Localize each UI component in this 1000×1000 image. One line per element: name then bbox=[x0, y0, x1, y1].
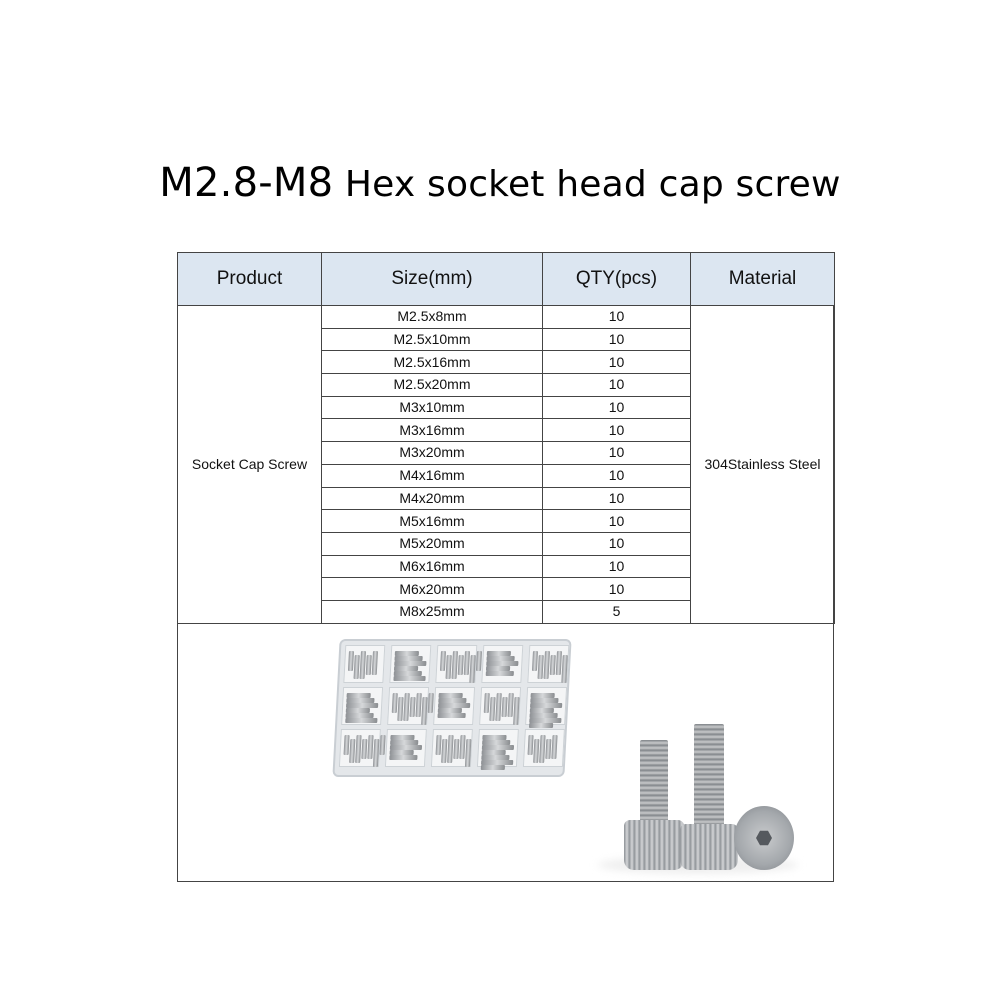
header-size: Size(mm) bbox=[322, 253, 543, 306]
title-text: Hex socket head cap screw bbox=[344, 164, 841, 205]
size-cell: M4x20mm bbox=[322, 487, 543, 510]
spec-table bbox=[177, 252, 835, 624]
qty-cell: 10 bbox=[543, 442, 691, 465]
size-cell: M5x16mm bbox=[322, 510, 543, 533]
qty-cell: 5 bbox=[543, 600, 691, 623]
qty-cell: 10 bbox=[543, 374, 691, 397]
qty-cell: 10 bbox=[543, 510, 691, 533]
qty-cell: 10 bbox=[543, 328, 691, 351]
size-cell: M3x20mm bbox=[322, 442, 543, 465]
size-cell: M2.5x10mm bbox=[322, 328, 543, 351]
header-material: Material bbox=[691, 253, 835, 306]
table-body bbox=[178, 306, 835, 624]
size-cell: M6x16mm bbox=[322, 555, 543, 578]
size-cell: M2.5x16mm bbox=[322, 351, 543, 374]
header-row bbox=[178, 253, 835, 306]
table-row bbox=[178, 306, 835, 329]
qty-cell: 10 bbox=[543, 351, 691, 374]
qty-cell: 10 bbox=[543, 532, 691, 555]
header-product: Product bbox=[178, 253, 322, 306]
qty-cell: 10 bbox=[543, 487, 691, 510]
header-qty: QTY(pcs) bbox=[543, 253, 691, 306]
size-cell: M3x10mm bbox=[322, 396, 543, 419]
size-cell: M5x20mm bbox=[322, 532, 543, 555]
material-cell: 304Stainless Steel bbox=[691, 306, 835, 624]
page-title bbox=[0, 160, 1000, 206]
size-cell: M8x25mm bbox=[322, 600, 543, 623]
qty-cell: 10 bbox=[543, 578, 691, 601]
size-cell: M6x20mm bbox=[322, 578, 543, 601]
size-cell: M3x16mm bbox=[322, 419, 543, 442]
qty-cell: 10 bbox=[543, 419, 691, 442]
size-cell: M4x16mm bbox=[322, 464, 543, 487]
product-cell: Socket Cap Screw bbox=[178, 306, 322, 624]
qty-cell: 10 bbox=[543, 306, 691, 329]
size-cell: M2.5x8mm bbox=[322, 306, 543, 329]
product-photos bbox=[178, 624, 833, 881]
size-cell: M2.5x20mm bbox=[322, 374, 543, 397]
title-model: M2.8-M8 bbox=[159, 160, 334, 206]
qty-cell: 10 bbox=[543, 396, 691, 419]
qty-cell: 10 bbox=[543, 555, 691, 578]
qty-cell: 10 bbox=[543, 464, 691, 487]
